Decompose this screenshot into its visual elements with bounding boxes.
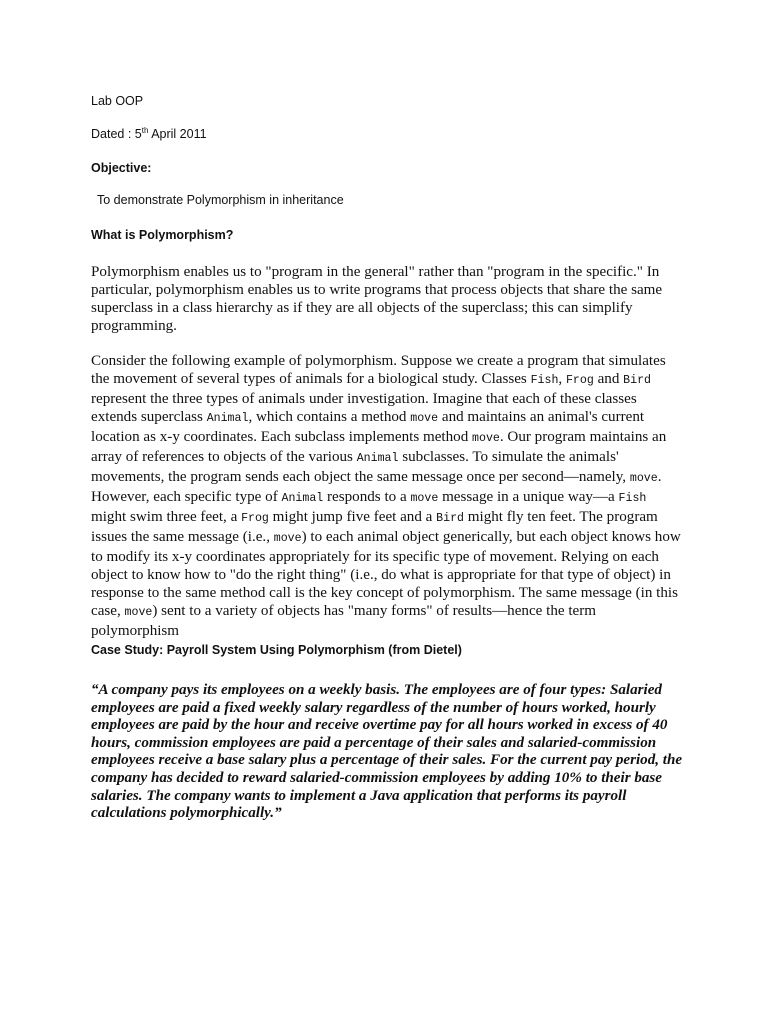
dated-superscript: th <box>141 125 149 135</box>
case-study-heading: Case Study: Payroll System Using Polymorphism (from Dietel) <box>91 643 462 657</box>
code-animal: Animal <box>206 412 249 425</box>
code-move: move <box>410 412 439 425</box>
code-fish: Fish <box>618 492 647 505</box>
code-move: move <box>410 492 439 505</box>
code-frog: Frog <box>241 512 269 525</box>
code-move: move <box>124 606 153 619</box>
code-move: move <box>472 432 500 445</box>
code-move: move <box>273 532 302 545</box>
what-is-heading: What is Polymorphism? <box>91 228 234 242</box>
code-bird: Bird <box>623 374 651 387</box>
code-animal: Animal <box>281 492 324 505</box>
animal-example-paragraph: Consider the following example of polymorphism. Suppose we create a program that simulates the movement of several types of animals for a biological study. Classes Fish, Frog and Bird represent the three types of animals under investigation. Imagine that each of these classes extends superclass Animal, which contains a method move and maintains an animal's current location as x-y coordinates. Each subclass implements method move. Our program maintains an array of references to objects of the various Animal subclasses. To simulate the animals' movements, the program sends each object the same message once per second—namely, move. However, each specific type of Animal responds to a move message in a unique way—a Fish might swim three feet, a Frog might jump five feet and a Bird might fly ten feet. The program issues the same message (i.e., move) to each animal object generically, but each object knows how to modify its x-y coordinates appropriately for its specific type of movement. Relying on each object to know how to "do the right thing" (i.e., do what is appropriate for that type of object) in response to the same method call is the key concept of polymorphism. The same message (in this case, move) sent to a variety of objects has "many forms" of results—hence the term polymorphism <box>91 353 681 639</box>
code-bird: Bird <box>436 512 464 525</box>
dated-line <box>91 127 207 142</box>
dated-prefix: Dated : 5 <box>91 127 142 141</box>
code-fish: Fish <box>530 374 559 387</box>
lab-title: Lab OOP <box>91 94 144 108</box>
code-animal: Animal <box>356 452 399 465</box>
code-move: move <box>629 472 658 485</box>
dated-suffix: April 2011 <box>148 127 207 141</box>
code-frog: Frog <box>565 374 594 387</box>
objective-text: To demonstrate Polymorphism in inheritance <box>97 193 344 207</box>
objective-heading: Objective: <box>91 161 152 175</box>
polymorphism-definition-paragraph: Polymorphism enables us to "program in the general" rather than "program in the specific." In particular, polymorphism enables us to write programs that process objects that share the same superclass in a class hierarchy as if they are all objects of the superclass; this can simplify programming. <box>91 264 663 334</box>
case-study-quote: “A company pays its employees on a weekly basis. The employees are of four types: Salaried employees are paid a fixed weekly salary regardless of the number of hours worked, hourly employees are paid by the hour and receive overtime pay for all hours worked in excess of 40 hours, commission employees are paid a percentage of their sales and salaried-commission employees receive a base salary plus a percentage of their sales. For the current pay period, the company has decided to reward salaried-commission employees by adding 10% to their base salaries. The company wants to implement a Java application that performs its payroll calculations polymorphically.” <box>91 682 683 822</box>
